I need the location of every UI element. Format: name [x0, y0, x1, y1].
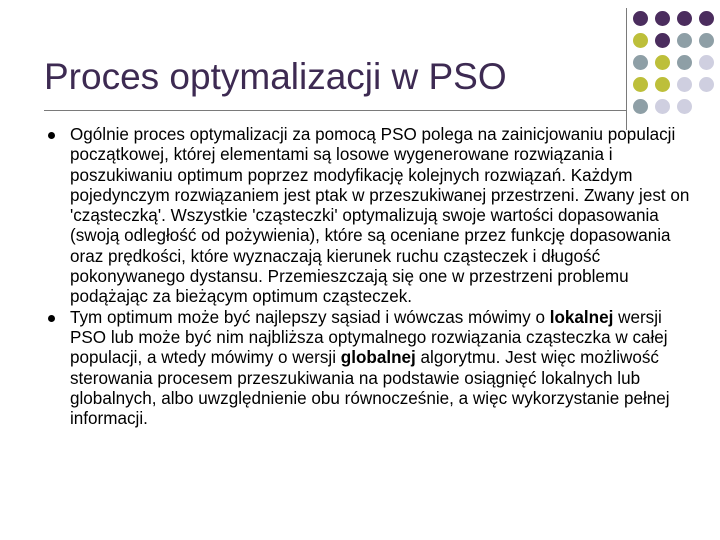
bullet-list	[48, 125, 698, 429]
decorative-vertical-line	[626, 8, 627, 130]
decorative-dot	[677, 11, 692, 26]
decorative-dot	[633, 11, 648, 26]
bullet-dot-icon	[48, 132, 55, 139]
decorative-dot	[655, 33, 670, 48]
decorative-dot	[699, 33, 714, 48]
bullet-text	[70, 125, 689, 306]
decorative-dot	[677, 55, 692, 70]
decorative-dot	[633, 77, 648, 92]
decorative-dot	[655, 77, 670, 92]
bold-term-globalnej: globalnej	[340, 348, 416, 368]
bullet-dot-icon	[48, 315, 55, 322]
decorative-dot	[699, 77, 714, 92]
decorative-dot	[633, 99, 648, 114]
bullet-2-segment-1: Tym optimum może być najlepszy sąsiad i wówczas mówimy o	[70, 307, 550, 327]
decorative-dot	[699, 11, 714, 26]
decorative-dot	[633, 55, 648, 70]
decorative-dot	[677, 99, 692, 114]
decorative-dot	[677, 33, 692, 48]
decorative-dot	[633, 33, 648, 48]
bullet-item-1	[48, 125, 698, 308]
decorative-dot	[655, 11, 670, 26]
decorative-dot	[655, 99, 670, 114]
bullet-1-segment-1: Ogólnie proces optymalizacji za pomocą PSO polega na zainicjowaniu populacji początkowej, której elementami są losowe wygenerowane rozwiązania i poszukiwaniu optimum poprzez modyfikację kolejnych rozwiązań. Każdym pojedynczym rozwiązaniem jest ptak w przeszukiwanej przestrzeni. Zwany jest on 'cząsteczką'. Wszystkie 'cząsteczki' optymalizują swoje wartości dopasowania (swoją odległość od pożywienia), które są oceniane przez funkcję dopasowania oraz prędkości, które wyznaczają kierunek ruchu cząsteczek i długość pokonywanego dystansu. Przemieszczają się one w przestrzeni problemu podążając za bieżącym optimum cząsteczek.	[70, 125, 690, 307]
decorative-dot	[655, 55, 670, 70]
bullet-2-segment-5: algorytmu. Jest więc możliwość sterowania procesem przeszukiwania na podstawie osiągnięć lokalnych lub globalnych, albo uwzględnienie obu równocześnie, a więc wykorzystanie pełnej informacji.	[70, 348, 670, 429]
bullet-text	[70, 308, 670, 428]
slide-title: Proces optymalizacji w PSO	[44, 56, 507, 97]
decorative-dot	[677, 77, 692, 92]
bold-term-lokalnej: lokalnej	[549, 307, 614, 327]
title-divider-line	[44, 110, 626, 111]
bullet-item-2	[48, 308, 698, 430]
decorative-dot	[699, 55, 714, 70]
bullet-2-segment-3: wersji PSO lub może być nim najbliższa optymalnego rozwiązania cząsteczka w całej populacji, a wtedy mówimy o wersji	[70, 307, 668, 368]
